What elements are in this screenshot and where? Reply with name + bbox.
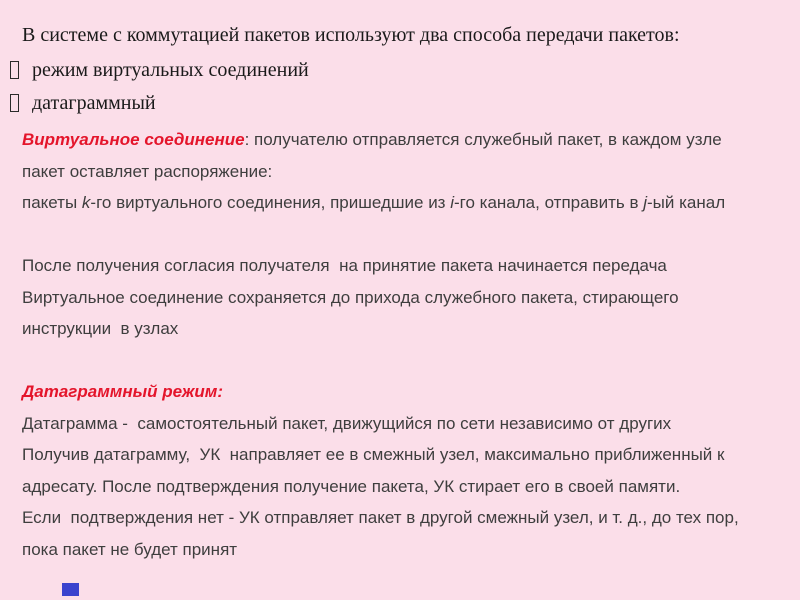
text-run: -го виртуального соединения, пришедшие из: [90, 193, 451, 212]
body-line: После получения согласия получателя на принятие пакета начинается передача: [22, 256, 667, 275]
body-text-block: [22, 124, 800, 565]
title-block: [22, 22, 790, 114]
body-line: адресату. После подтверждения получение пакета, УК стирает его в своей памяти.: [22, 476, 681, 496]
text-run: -ый канал: [647, 193, 726, 212]
body-line: Если подтверждения нет - УК отправляет пакет в другой смежный узел, и т. д., до тех пор,: [22, 508, 739, 527]
bullet-item: [10, 59, 790, 81]
body-line: Датаграмма - самостоятельный пакет, движущийся по сети независимо от других: [22, 413, 672, 433]
decorative-blue-square: [62, 583, 79, 596]
italic-variable: j: [643, 193, 647, 212]
bullet-item: [10, 92, 790, 114]
italic-variable: k: [81, 193, 91, 212]
blank-line: [22, 219, 800, 251]
bullet-label: режим виртуальных соединений: [32, 59, 309, 81]
body-line: Виртуальное соединение сохраняется до прихода служебного пакета, стирающего: [22, 287, 679, 307]
body-line: пакет оставляет распоряжение:: [22, 161, 273, 181]
body-line: инструкции в узлах: [22, 319, 179, 338]
body-line: [22, 124, 800, 156]
body-line: [22, 187, 800, 219]
slide-title: В системе с коммутацией пакетов используют два способа передачи пакетов:: [22, 24, 680, 46]
blank-line: [22, 345, 800, 377]
body-line: [22, 376, 800, 408]
body-line: Получив датаграмму, УК направляет ее в смежный узел, максимально приближенный к: [22, 445, 725, 464]
text-run: пакеты: [22, 193, 82, 212]
text-run: -го канала, отправить в: [453, 193, 644, 212]
text-run: : получателю отправляется служебный пакет, в каждом узле: [244, 130, 722, 149]
virtual-connection-heading: Виртуальное соединение: [22, 130, 245, 149]
missing-glyph-bullet-icon: [10, 61, 19, 79]
bullet-label: датаграммный: [32, 92, 156, 114]
body-line: пока пакет не будет принят: [22, 539, 238, 559]
datagram-mode-heading: Датаграммный режим:: [22, 382, 224, 401]
italic-variable: i: [450, 193, 454, 212]
missing-glyph-bullet-icon: [10, 94, 19, 112]
